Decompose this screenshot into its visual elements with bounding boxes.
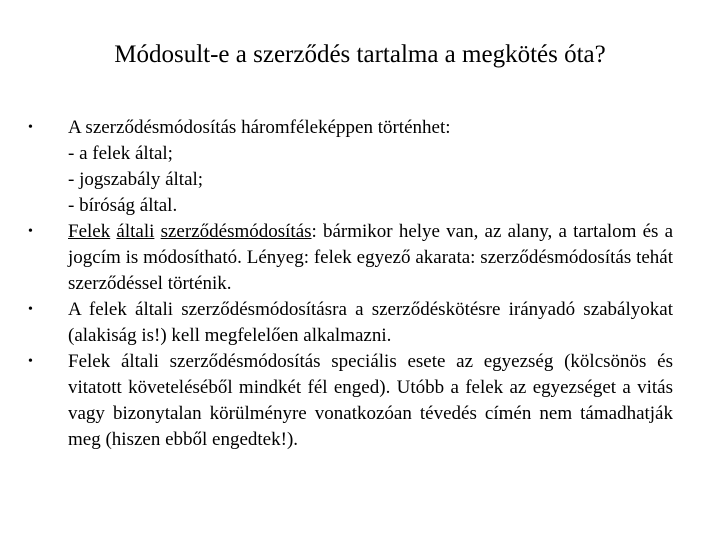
- bullet-dot: •: [28, 224, 33, 239]
- bullet-1-subitem-1: - a felek által;: [68, 143, 173, 164]
- underlined-term-1: Felek: [68, 221, 111, 242]
- slide-title: Módosult-e a szerződés tartalma a megkötés óta?: [114, 41, 606, 68]
- bullet-3-text: A felek általi szerződésmódosításra a szerződéskötésre irányadó szabályokat (alakiság is!) kell megfelelően alkalmazni.: [68, 299, 673, 346]
- bullet-item-1: [28, 115, 673, 219]
- bullet-list: [28, 115, 673, 453]
- bullet-item-2: [28, 219, 673, 297]
- bullet-dot: •: [28, 120, 33, 135]
- bullet-2-text: : bármikor helye van, az alany, a tartalom és a jogcím is módosítható. Lényeg: felek egyező akarata: szerződésmódosítás tehát szerződéssel történik.: [68, 221, 674, 294]
- bullet-dot: •: [28, 302, 33, 317]
- bullet-item-3: [28, 297, 673, 349]
- bullet-1-intro: A szerződésmódosítás háromféleképpen történhet:: [68, 117, 451, 138]
- bullet-1-subitem-3: - bíróság által.: [68, 195, 178, 216]
- underlined-term-2: általi: [116, 221, 155, 242]
- bullet-dot: •: [28, 354, 33, 369]
- underlined-term-3: szerződésmódosítás: [160, 221, 312, 242]
- bullet-item-4: [28, 349, 673, 453]
- bullet-1-subitem-2: - jogszabály által;: [68, 169, 204, 190]
- bullet-4-text: Felek általi szerződésmódosítás speciális esete az egyezség (kölcsönös és vitatott követeléséből mindkét fél enged). Utóbb a felek az egyezséget a vitás vagy bizonytalan körülményre vonatkozóan tévedés címén nem támadhatják meg (hiszen ebből engedtek!).: [68, 351, 673, 450]
